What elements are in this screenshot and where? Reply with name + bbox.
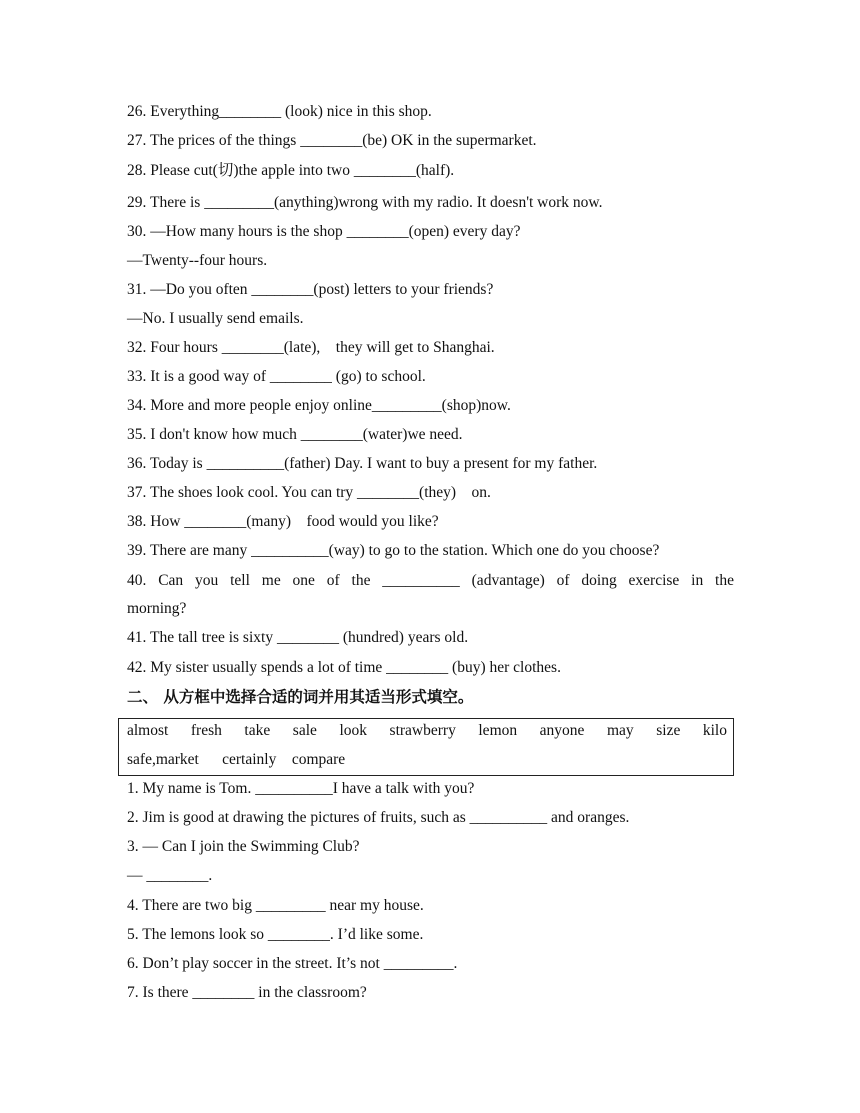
question-35: 35. I don't know how much ________(water)we need. [127, 426, 463, 443]
question-39: 39. There are many __________(way) to go to the station. Which one do you choose? [127, 542, 660, 559]
word-box [118, 718, 734, 776]
question-36: 36. Today is __________(father) Day. I want to buy a present for my father. [127, 455, 598, 472]
question-42: 42. My sister usually spends a lot of time ________ (buy) her clothes. [127, 659, 561, 676]
blank-question-5: 5. The lemons look so ________. I’d like some. [127, 926, 424, 943]
section-heading: 二、 从方框中选择合适的词并用其适当形式填空。 [127, 688, 474, 706]
blank-question-4: 4. There are two big _________ near my house. [127, 897, 424, 914]
answer-30: —Twenty--four hours. [127, 252, 268, 269]
question-37: 37. The shoes look cool. You can try ________(they) on. [127, 484, 491, 501]
blank-answer-3: — ________. [127, 867, 213, 884]
question-31: 31. —Do you often ________(post) letters to your friends? [127, 281, 494, 298]
question-40-continued: morning? [127, 600, 187, 617]
question-29: 29. There is _________(anything)wrong with my radio. It doesn't work now. [127, 194, 603, 211]
blank-question-7: 7. Is there ________ in the classroom? [127, 984, 367, 1001]
question-27: 27. The prices of the things ________(be) OK in the supermarket. [127, 132, 537, 149]
question-41: 41. The tall tree is sixty ________ (hundred) years old. [127, 629, 469, 646]
question-32: 32. Four hours ________(late), they will get to Shanghai. [127, 339, 495, 356]
blank-question-2: 2. Jim is good at drawing the pictures of fruits, such as __________ and oranges. [127, 809, 630, 826]
word-box-row-1: almost fresh take sale look strawberry lemon anyone may size kilo [127, 722, 727, 739]
question-28: 28. Please cut(切)the apple into two ________(half). [127, 162, 455, 179]
question-38: 38. How ________(many) food would you like? [127, 513, 439, 530]
blank-question-1: 1. My name is Tom. __________I have a talk with you? [127, 780, 475, 797]
question-34: 34. More and more people enjoy online_________(shop)now. [127, 397, 511, 414]
blank-question-3: 3. — Can I join the Swimming Club? [127, 838, 360, 855]
question-30: 30. —How many hours is the shop ________(open) every day? [127, 223, 521, 240]
question-40: 40. Can you tell me one of the __________ (advantage) of doing exercise in the [127, 572, 734, 589]
answer-31: —No. I usually send emails. [127, 310, 304, 327]
blank-question-6: 6. Don’t play soccer in the street. It’s not _________. [127, 955, 458, 972]
question-33: 33. It is a good way of ________ (go) to school. [127, 368, 426, 385]
word-box-row-2: safe,market certainly compare [127, 751, 346, 768]
question-26: 26. Everything________ (look) nice in this shop. [127, 103, 432, 120]
